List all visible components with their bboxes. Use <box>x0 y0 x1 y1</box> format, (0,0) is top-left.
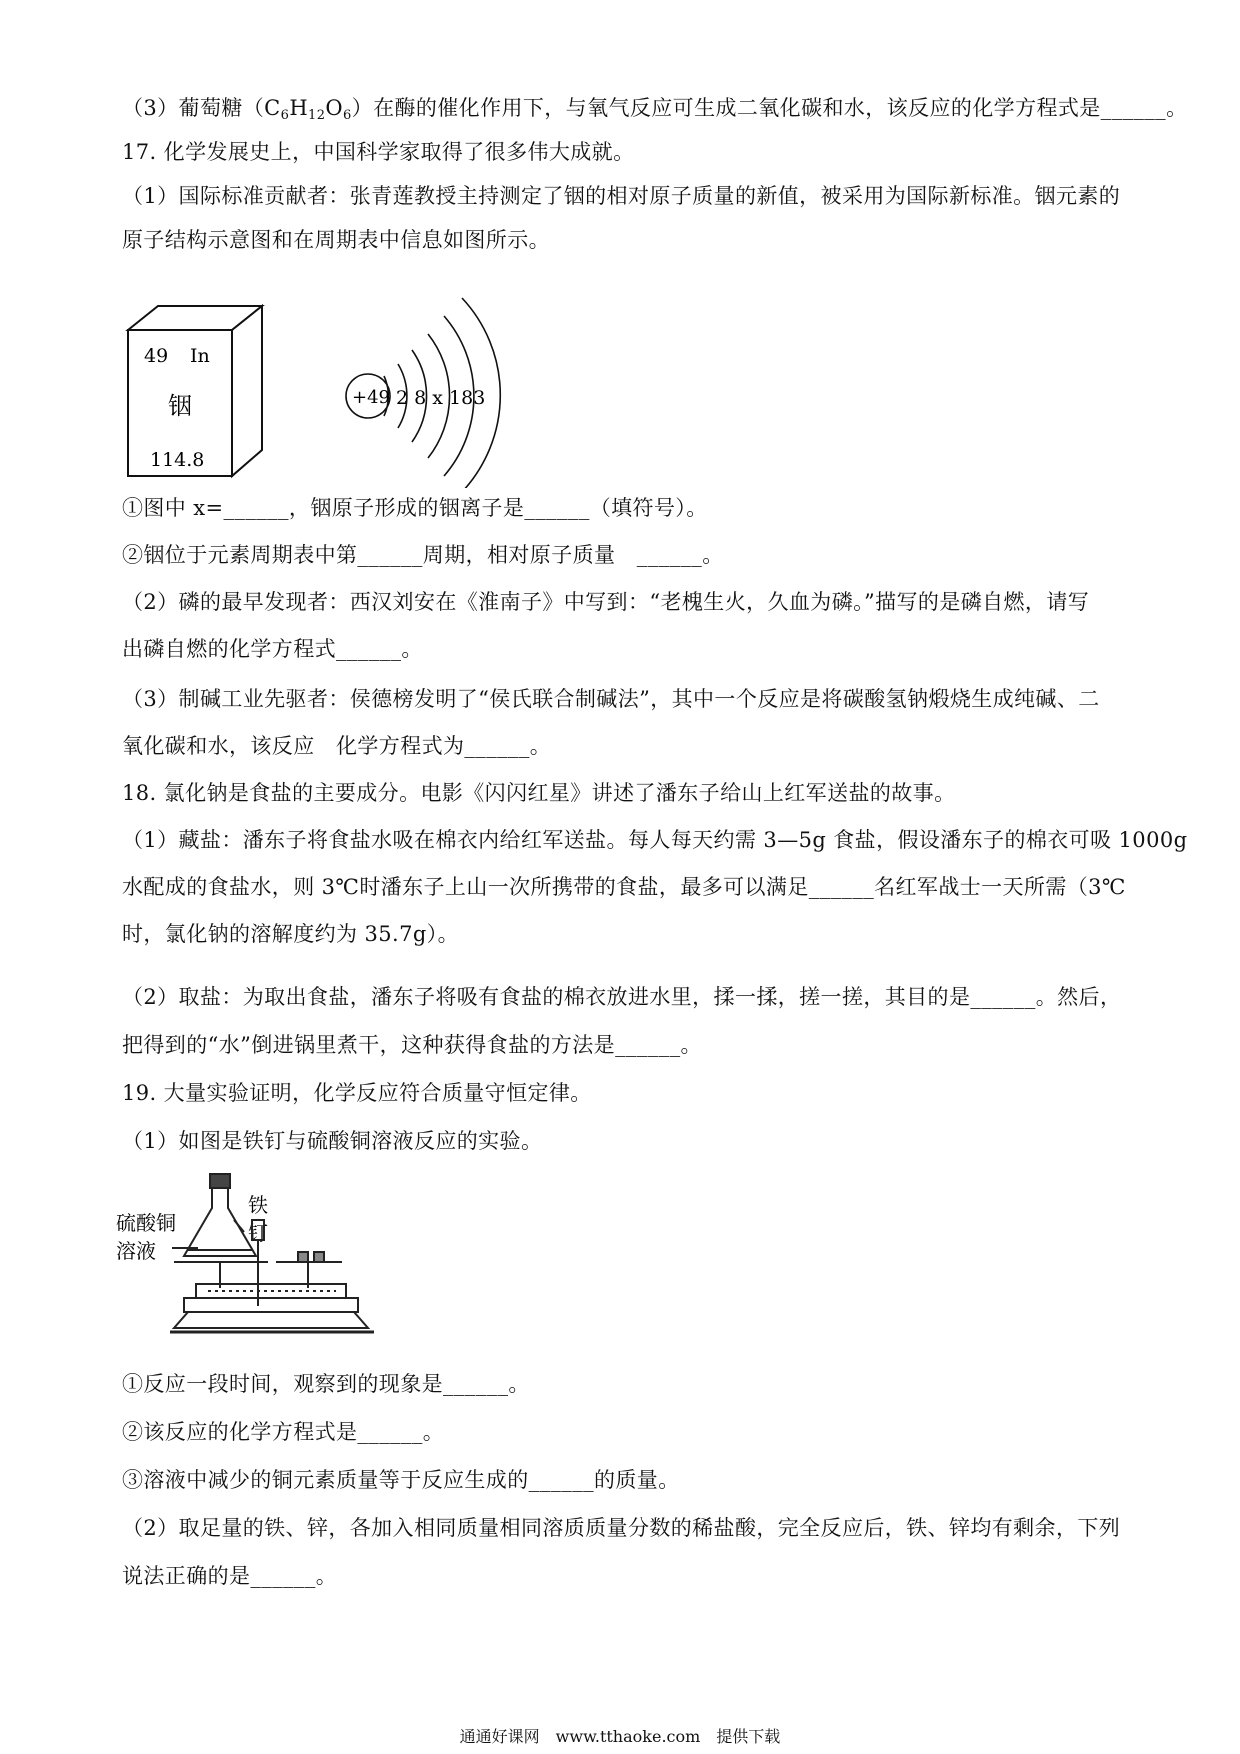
question-17-title: 17. 化学发展史上，中国科学家取得了很多伟大成就。 <box>122 140 635 164</box>
text-line: 水配成的食盐水，则 3℃时潘东子上山一次所携带的食盐，最多可以满足______名红军战士一天所需（3℃ <box>122 875 1126 899</box>
text-line: （1）国际标准贡献者：张青莲教授主持测定了铟的相对原子质量的新值，被采用为国际新标准。铟元素的 <box>122 184 1121 208</box>
text-line: （2）取盐：为取出食盐，潘东子将吸有食盐的棉衣放进水里，揉一揉，搓一搓，其目的是______。然后， <box>122 985 1122 1009</box>
text-line: ②铟位于元素周期表中第______周期，相对原子质量 ______。 <box>122 543 724 567</box>
balance-drawing <box>170 1174 374 1332</box>
text-line: 原子结构示意图和在周期表中信息如图所示。 <box>122 228 550 252</box>
question-18-title: 18. 氯化钠是食盐的主要成分。电影《闪闪红星》讲述了潘东子给山上红军送盐的故事。 <box>122 781 956 805</box>
label-iron: 铁 <box>248 1193 268 1217</box>
text-line: 时，氯化钠的溶解度约为 35.7g）。 <box>122 922 459 946</box>
label-copper-sulfate: 硫酸铜 <box>116 1211 176 1235</box>
text-line: 说法正确的是______。 <box>122 1564 338 1588</box>
label-solution: 溶液 <box>116 1239 156 1263</box>
text-line: 把得到的“水”倒进锅里煮干，这种获得食盐的方法是______。 <box>122 1033 702 1057</box>
text-line: ②该反应的化学方程式是______。 <box>122 1420 445 1444</box>
text-line: ③溶液中减少的铜元素质量等于反应生成的______的质量。 <box>122 1468 680 1492</box>
text-line: 氧化碳和水，该反应 化学方程式为______。 <box>122 734 552 758</box>
text-line: （3）葡萄糖$(C_6H_{12}O_6)$在酶的催化作用下，与氧气反应可生成二氧化碳和水，该反应的化学方程式是______。 <box>122 96 1188 123</box>
electron-shells: 2 8 x 183 <box>396 387 486 409</box>
page-footer: 通通好课网 www.tthaoke.com 提供下载 <box>459 1727 781 1746</box>
text-line: ①图中 x=______，铟原子形成的铟离子是______（填符号）。 <box>122 496 708 520</box>
text-line: （1）如图是铁钉与硫酸铜溶液反应的实验。 <box>122 1129 543 1153</box>
text-line: （1）藏盐：潘东子将食盐水吸在棉衣内给红军送盐。每人每天约需 3—5g 食盐，假设潘东子的棉衣可吸 1000g <box>122 828 1188 852</box>
element-name: 铟 <box>168 392 192 420</box>
text-line: 出磷自燃的化学方程式______。 <box>122 637 423 661</box>
indium-figure <box>122 268 522 488</box>
question-19-title: 19. 大量实验证明，化学反应符合质量守恒定律。 <box>122 1081 592 1105</box>
atomic-mass: 114.8 <box>150 449 205 471</box>
text-line: （3）制碱工业先驱者：侯德榜发明了“侯氏联合制碱法”，其中一个反应是将碳酸氢钠煅烧生成纯碱、二 <box>122 687 1100 711</box>
element-symbol: In <box>190 345 210 367</box>
text-line: （2）取足量的铁、锌，各加入相同质量相同溶质质量分数的稀盐酸，完全反应后，铁、锌均有剩余，下列 <box>122 1516 1121 1540</box>
text-line: ①反应一段时间，观察到的现象是______。 <box>122 1372 530 1396</box>
nucleus-charge: +49 <box>352 387 390 408</box>
text-line: （2）磷的最早发现者：西汉刘安在《淮南子》中写到：“老槐生火，久血为磷。”描写的是磷自燃，请写 <box>122 590 1090 614</box>
atomic-number: 49 <box>144 345 169 367</box>
label-nail: 钉 <box>248 1221 268 1245</box>
balance-experiment-figure <box>112 1168 382 1348</box>
